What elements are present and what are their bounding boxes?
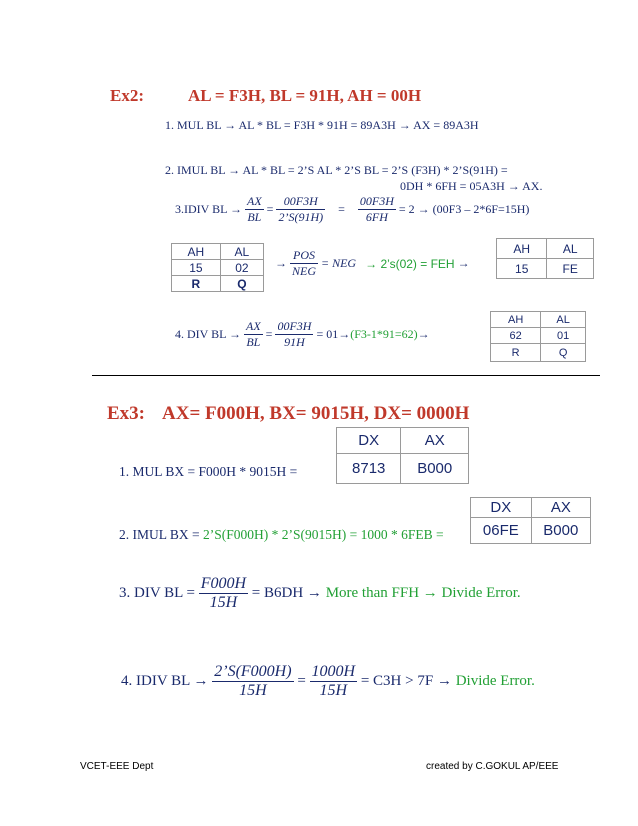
- ex3-title: Ex3:: [107, 403, 145, 424]
- footer-dept: VCET-EEE Dept: [80, 761, 154, 772]
- frac-num: 00F3H: [359, 194, 394, 208]
- arrow: →: [417, 327, 430, 341]
- col-header: AX: [401, 428, 469, 454]
- frac-num: 1000H: [311, 663, 356, 680]
- ex2-given: AL = F3H, BL = 91H, AH = 00H: [188, 86, 422, 105]
- value-cell: 15: [172, 260, 221, 276]
- frac-den: NEG: [292, 264, 316, 278]
- imul-label: 2. IMUL BX =: [119, 527, 200, 542]
- div-label: 3. DIV BL =: [119, 585, 195, 601]
- idiv-label: 3.IDIV BL →: [175, 202, 242, 216]
- ex2-line-2a: 2. IMUL BL → AL * BL = 2’S AL * 2’S BL = 2’S (F3H) * 2’S(91H) =: [165, 163, 508, 177]
- imul-expression: 2’S(F000H) * 2’S(9015H) = 1000 * 6FEB =: [203, 527, 444, 542]
- ex2-table-div-result: [490, 311, 586, 362]
- ex2-line-3: [175, 194, 529, 225]
- ex2-line-2b: 0DH * 6FH = 05A3H → AX.: [400, 179, 543, 193]
- frac-num: 00F3H: [276, 194, 325, 210]
- ex3-line-2: [119, 527, 444, 543]
- frac-2s-f000h-15h: [212, 663, 293, 700]
- ex2-line-1: 1. MUL BL → AL * BL = F3H * 91H = 89A3H → AX = 89A3H: [165, 118, 479, 132]
- frac-den: BL: [247, 210, 262, 224]
- div-result: = 01→: [316, 327, 351, 341]
- frac-f000h-15h: [199, 575, 248, 612]
- frac-num: AX: [247, 194, 262, 208]
- frac-den: BL: [246, 335, 261, 349]
- frac-den: 15H: [319, 682, 348, 699]
- frac-00f3h-91h: [275, 319, 313, 350]
- frac-den: 15H: [239, 682, 267, 699]
- arrow: →: [457, 256, 470, 270]
- col-header: AL: [547, 239, 594, 259]
- label-cell: Q: [541, 344, 586, 362]
- frac-num: 00F3H: [277, 319, 312, 333]
- div-result: = B6DH →: [251, 585, 322, 601]
- ex3-line-1: 1. MUL BX = F000H * 9015H =: [119, 464, 298, 479]
- label-cell: Q: [220, 276, 263, 292]
- ex3-given: AX= F000H, BX= 9015H, DX= 0000H: [162, 403, 470, 424]
- value-cell: FE: [547, 259, 594, 279]
- div-label: 4. DIV BL →: [175, 327, 241, 341]
- arrow: →: [275, 256, 287, 270]
- frac-1000h-15h: [310, 663, 358, 700]
- frac-ax-bl: [245, 194, 264, 225]
- frac-den: 15H: [209, 594, 238, 611]
- idiv-result: = 2 → (00F3 – 2*6F=15H): [398, 202, 530, 216]
- value-cell: B000: [531, 518, 590, 544]
- idiv-label: 4. IDIV BL →: [121, 673, 209, 689]
- footer-author: created by C.GOKUL AP/EEE: [426, 761, 559, 772]
- label-cell: R: [172, 276, 221, 292]
- ex3-table-imul: [470, 497, 591, 544]
- col-header: AH: [491, 312, 541, 328]
- ex2-neg-line: [275, 248, 470, 279]
- remainder-note: (F3-1*91=62): [350, 327, 418, 341]
- value-cell: 15: [497, 259, 547, 279]
- frac-num: POS: [290, 248, 318, 264]
- equals: =: [266, 202, 274, 216]
- ex2-table-r-q: [171, 243, 264, 292]
- frac-den: 91H: [284, 335, 305, 349]
- label-cell: R: [491, 344, 541, 362]
- ex2-title: Ex2:: [110, 86, 144, 105]
- value-cell: 8713: [337, 454, 401, 484]
- frac-00f3h-6fh: [358, 194, 396, 225]
- ex2-line-4: [175, 319, 430, 350]
- frac-den: 6FH: [365, 210, 388, 224]
- frac-den: 2’S(91H): [278, 210, 324, 224]
- col-header: AX: [531, 498, 590, 518]
- divide-error-note: More than FFH → Divide Error.: [325, 585, 521, 601]
- equals: =: [265, 327, 273, 341]
- equals-neg: = NEG: [321, 256, 357, 270]
- col-header: AL: [541, 312, 586, 328]
- twos-complement-note: → 2’s(02) = FEH: [365, 256, 455, 271]
- col-header: DX: [471, 498, 532, 518]
- divide-error-note: Divide Error.: [455, 673, 535, 689]
- value-cell: 06FE: [471, 518, 532, 544]
- frac-00f3h-2s91h: [276, 194, 325, 225]
- frac-num: AX: [246, 319, 261, 333]
- idiv-result: = C3H > 7F →: [360, 673, 452, 689]
- ex2-table-neg-result: [496, 238, 594, 279]
- value-cell: 01: [541, 328, 586, 344]
- value-cell: 02: [220, 260, 263, 276]
- equals: =: [338, 202, 345, 216]
- frac-ax-bl: [244, 319, 263, 350]
- value-cell: 62: [491, 328, 541, 344]
- col-header: AH: [172, 244, 221, 260]
- col-header: AL: [220, 244, 263, 260]
- value-cell: B000: [401, 454, 469, 484]
- col-header: AH: [497, 239, 547, 259]
- frac-num: F000H: [200, 575, 247, 592]
- equals: =: [297, 673, 306, 689]
- frac-num: 2’S(F000H): [214, 663, 292, 680]
- ex3-line-4: [121, 663, 535, 700]
- col-header: DX: [337, 428, 401, 454]
- ex3-line-3: [119, 575, 521, 612]
- frac-pos-neg: [290, 248, 318, 279]
- section-divider: [92, 375, 600, 376]
- ex3-table-mul: [336, 427, 469, 484]
